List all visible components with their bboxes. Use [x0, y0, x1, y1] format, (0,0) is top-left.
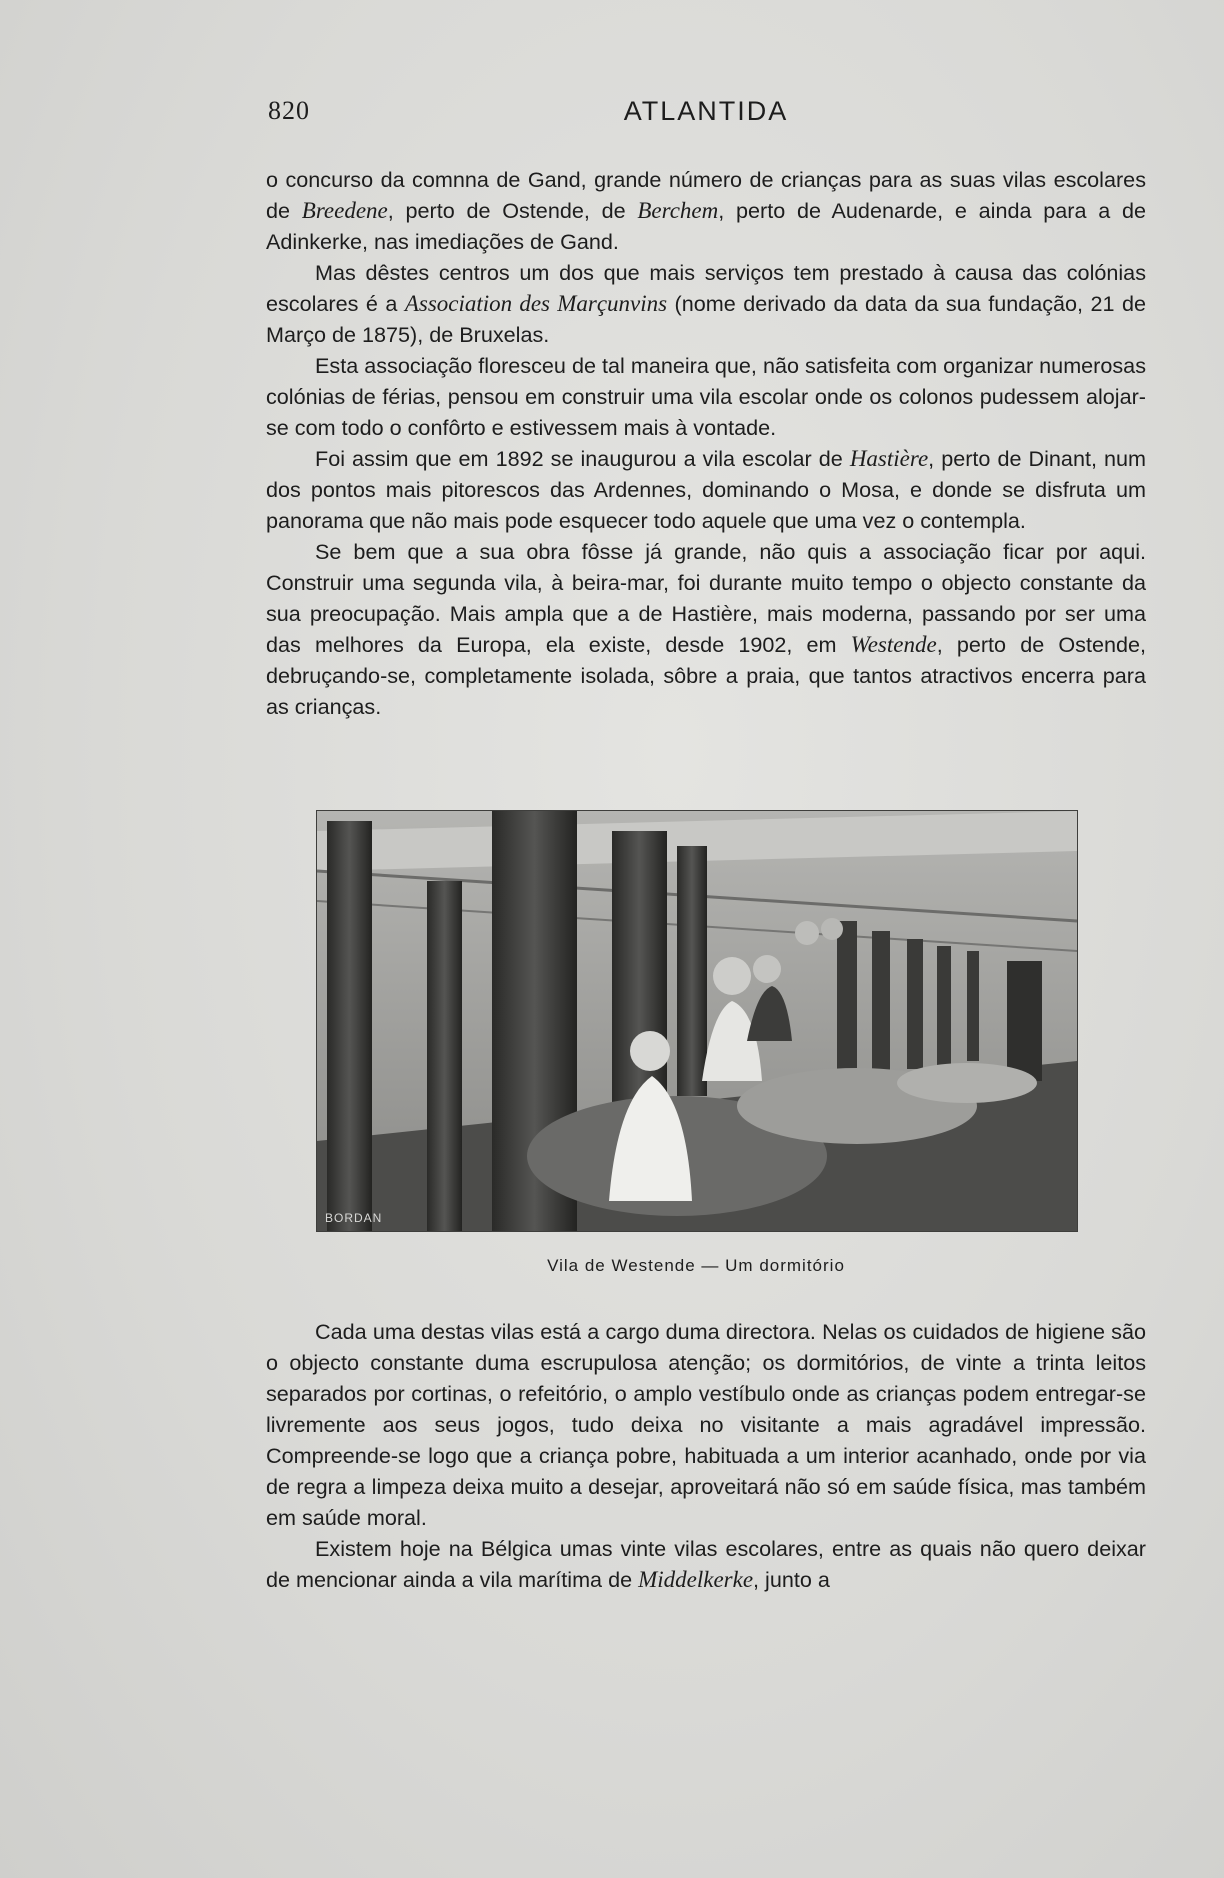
text-segment: Existem hoje na Bélgica umas vinte vilas escolares, entre as quais não quero deixar de mencionar ainda a vila marítima de	[266, 1536, 1146, 1592]
dormitory-photo-illustration	[317, 811, 1077, 1231]
body-text-bottom	[266, 1316, 1146, 1595]
text-segment: , perto de Dinant, num dos pontos mais pitorescos das Ardennes, dominando o Mosa, e donde se disfruta um panorama que não mais pode esquecer todo aquele que uma vez o contempla.	[266, 446, 1146, 533]
paragraph	[266, 164, 1146, 257]
paragraph	[266, 350, 1146, 443]
text-segment: o concurso da comnna de Gand, grande número de crianças para as suas vilas escolares de	[266, 167, 1146, 223]
page-number: 820	[268, 96, 310, 125]
text-segment: , junto a	[753, 1567, 830, 1592]
text-segment: Foi assim que em 1892 se inaugurou a vila escolar de	[315, 446, 850, 471]
photo-mark: BORDAN	[325, 1211, 383, 1225]
paragraph	[266, 257, 1146, 350]
running-title: ATLANTIDA	[623, 96, 789, 126]
paragraph	[266, 1316, 1146, 1533]
body-text-top	[266, 164, 1146, 722]
paragraph	[266, 443, 1146, 536]
italic-term: Berchem	[637, 198, 719, 223]
italic-term: Association des Marçunvins	[404, 291, 668, 316]
italic-term: Middelkerke	[638, 1567, 754, 1592]
italic-term: Hastière	[849, 446, 929, 471]
text-segment: , perto de Ostende, de	[387, 198, 638, 223]
text-segment: , perto de Audenarde, e ainda para a de Adinkerke, nas imediações de Gand.	[266, 198, 1146, 254]
paragraph	[266, 1533, 1146, 1595]
page-header	[268, 96, 1144, 132]
text-segment: Se bem que a sua obra fôsse já grande, não quis a associação ficar por aqui. Construir uma segunda vila, à beira-mar, foi durante muito tempo o objecto constante da sua preocupação. Mais ampla que a de Hastière, mais moderna, passando por ser uma das melhores da Europa, ela existe, desde 1902, em	[266, 539, 1146, 657]
text-segment: , perto de Ostende, debruçando-se, completamente isolada, sôbre a praia, que tantos atractivos encerra para as crianças.	[266, 632, 1146, 719]
italic-term: Breedene	[301, 198, 388, 223]
paragraph	[266, 536, 1146, 722]
figure-caption: Vila de Westende — Um dormitório	[547, 1256, 845, 1275]
dormitory-photo	[316, 810, 1078, 1232]
text-segment: Cada uma destas vilas está a cargo duma directora. Nelas os cuidados de higiene são o objecto constante duma escrupulosa atenção; os dormitórios, de vinte a trinta leitos separados por cortinas, o refeitório, o amplo vestíbulo onde as crianças podem entregar-se livremente aos seus jogos, tudo deixa no visitante a mais agradável impressão. Compreende-se logo que a criança pobre, habituada a um interior acanhado, onde por via de regra a limpeza deixa muito a desejar, aproveitará não só em saúde física, mas também em saúde moral.	[266, 1319, 1146, 1530]
text-segment: Mas dêstes centros um dos que mais serviços tem prestado à causa das colónias escolares é a	[266, 260, 1146, 316]
text-segment: (nome derivado da data da sua fundação, 21 de Março de 1875), de Bruxelas.	[266, 291, 1147, 347]
italic-term: Westende	[850, 632, 937, 657]
text-segment: Esta associação floresceu de tal maneira que, não satisfeita com organizar numerosas colónias de férias, pensou em construir uma vila escolar onde os colonos pudessem alojar-se com todo o confôrto e estivessem mais à vontade.	[266, 353, 1146, 440]
